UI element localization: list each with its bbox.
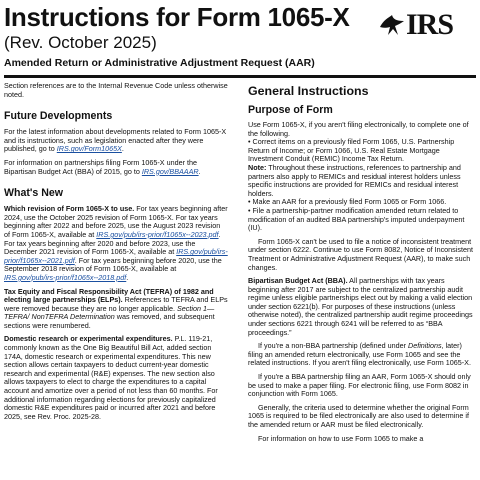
purpose-bullet-3: • File a partnership-partner modification amended return related to modification of an audited BBA partnership's imputed underpayment (IU). <box>248 205 465 233</box>
electronic-criteria-para: Generally, the criteria used to determine whether the original Form 1065 is required to be filed electronically are also used to determine if the amended return or AAR must be filed electronically. <box>248 402 469 429</box>
prior-2021-link[interactable]: IRS.gov/pub/irs-prior/f1065x--2021.pdf <box>4 247 228 265</box>
prior-2018-link[interactable]: IRS.gov/pub/irs-prior/f1065x--2018.pdf <box>4 272 127 282</box>
purpose-bullet-1: • Correct items on a previously filed Form 1065, U.S. Partnership Return of Income; or Form 1066, U.S. Real Estate Mortgage Investment Conduit (REMIC) Income Tax Return. <box>248 137 455 164</box>
purpose-bullet-2: • Make an AAR for a previously filed Form 1065 or Form 1066. <box>248 197 447 207</box>
section-references-note: Section references are to the Internal Revenue Code unless otherwise noted. <box>4 81 228 99</box>
form-subtitle: Amended Return or Administrative Adjustment Request (AAR) <box>4 57 315 69</box>
right-column <box>248 82 476 448</box>
bba-para: Bipartisan Budget Act (BBA). All partnerships with tax years beginning after 2017 are subject to the centralized partnership audit regime unless eligible partnerships elect out by making a valid election under section 6221(b). For purposes of these instructions (unless otherwise noted), the centralized partnership audit regime proceedings under sections 6221 through 6241 will be referred to as “BBA proceedings.” <box>248 276 473 337</box>
form1065x-link[interactable]: IRS.gov/Form1065X <box>56 144 122 154</box>
form1065-usage-para: For information on how to use Form 1065 to make a <box>258 433 424 443</box>
revision-date: (Rev. October 2025) <box>4 33 157 52</box>
tefra-para: Tax Equity and Fiscal Responsibility Act (TEFRA) of 1982 and electing large partnerships (ELPs). References to TEFRA and ELPs were removed because they are no longer applicable. Section 1—TEFRA/ NonTEFRA Determination was removed, and subsequent sections were renumbered. <box>4 286 228 330</box>
irs-logo <box>378 10 470 40</box>
logo-wordmark: IRS <box>406 8 454 41</box>
inconsistent-treatment-para: Form 1065-X can't be used to file a notice of inconsistent treatment under section 6222. Continue to use Form 8082, Notice of Inconsistent Treatment or Administrative Adjustment Request (AAR), to make such changes. <box>248 236 473 272</box>
left-column <box>4 82 228 426</box>
non-bba-para: If you're a non-BBA partnership (defined under Definitions, later) filing an amended return electronically, use Form 1065 and see the related instructions. If you aren't filing electronically, use Form 1065-X. <box>248 341 471 368</box>
bba-aar-para: If you're a BBA partnership filing an AAR, Form 1065-X should only be used to make a paper filing. For electronic filing, use Form 8082 in conjunction with Form 1065. <box>248 372 471 399</box>
future-developments-heading: Future Developments <box>4 110 113 123</box>
research-expenditures-para: Domestic research or experimental expenditures. P.L. 119-21, commonly known as the One Big Beautiful Bill Act, added section 174A, domestic research or experimental expenditures. This new section allows certain taxpayers to deduct current-year domestic research and experimental (R&E) expenses. The new section also allows taxpayers to elect to charge the expenditures to a capital account and amortize over a period of not less than 60 months. For additional information regarding elections for previously capitalized domestic R&E expenditures paid or incurred after 2021 and before 2025, see Rev. Proc. 2025-28. <box>4 334 218 421</box>
document-header <box>4 2 476 86</box>
revision-to-use-para: Which revision of Form 1065-X to use. For tax years beginning after 2024, use the October 2025 revision of Form 1065-X. For tax years beginning after 2022 and before 2025, use the August 2023 revision of Form 1065-X, available at IRS.gov/pub/irs-prior/f1065x--2023.pdf. For tax years beginning after 2020 and before 2023, use the December 2021 revision of Form 1065-X, available at IRS.gov/pub/irs-prior/f1065x--2021.pdf. For tax years beginning before 2020, use the September 2018 revision of Form 1065-X, available at IRS.gov/pub/irs-prior/f1065x--2018.pdf. <box>4 204 228 282</box>
general-instructions-heading: General Instructions <box>248 84 369 98</box>
future-developments-para-2: For information on partnerships filing Form 1065-X under the Bipartisan Budget Act (BBA) of 2015, go to IRS.gov/BBAAAR. <box>4 157 201 176</box>
header-rule <box>4 75 476 78</box>
purpose-of-form-heading: Purpose of Form <box>248 104 333 116</box>
future-developments-para-1: For the latest information about developments related to Form 1065-X and its instructions, such as legislation enacted after they were published, go to IRS.gov/Form1065X. <box>4 127 227 154</box>
eagle-icon <box>378 11 406 39</box>
prior-2023-link[interactable]: IRS.gov/pub/irs-prior/f1065x--2023.pdf <box>96 229 219 239</box>
purpose-intro: Use Form 1065-X, if you aren't filing electronically, to complete one of the following. <box>248 120 469 138</box>
whats-new-heading: What's New <box>4 187 64 200</box>
document-title: Instructions for Form 1065-X <box>4 2 350 32</box>
bbaaar-link[interactable]: IRS.gov/BBAAAR <box>141 166 199 176</box>
purpose-note: Note: Throughout these instructions, references to partnership and partners also apply to REMICs and residual interest holders unless specific instructions are provided for REMICs and residual interest holders. <box>248 162 461 198</box>
